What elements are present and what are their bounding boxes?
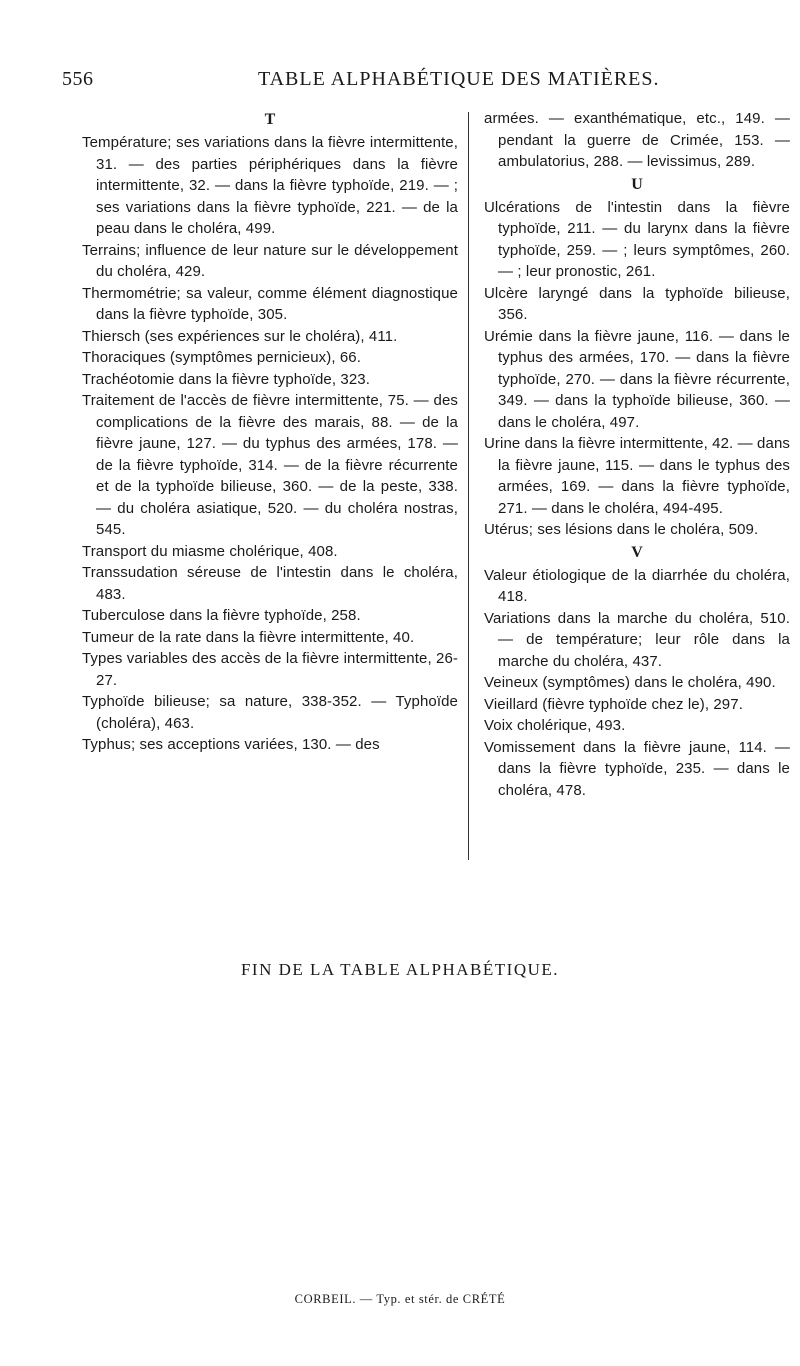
index-entry: Typhus; ses acceptions variées, 130. — des xyxy=(82,736,380,753)
index-entry: Thoraciques (symptômes pernicieux), 66. xyxy=(82,349,362,366)
index-entry: Vieillard (fièvre typhoïde chez le), 297. xyxy=(484,695,743,713)
end-of-table-text: FIN DE LA TABLE ALPHABÉTIQUE. xyxy=(240,960,560,979)
index-entry: Traitement de l'accès de fièvre intermittente, 75. — des complications de la fièvre des marais, 88. — de la fièvre jaune, 127. — du typhus des armées, 178. — de la fièvre typhoïde, 314. — de la fièvre récurrente et de la typhoïde bilieuse, 360. — de la peste, 338. — du choléra asiatique, 520. — du choléra nostras, 545. xyxy=(82,392,458,538)
section-letter-u: U xyxy=(631,175,643,193)
index-entry: Valeur étiologique de la diarrhée du choléra, 418. xyxy=(484,566,790,605)
index-entry: Urémie dans la fièvre jaune, 116. — dans le typhus des armées, 170. — dans la fièvre typhoïde, 270. — dans la fièvre récurrente, 349. — dans la typhoïde bilieuse, 360. — dans le choléra, 497. xyxy=(484,327,790,431)
index-entry: Transport du miasme cholérique, 408. xyxy=(82,542,338,560)
index-entry: Ulcérations de l'intestin dans la fièvre typhoïde, 211. — du larynx dans la fièvre typhoïde, 259. — ; leurs symptômes, 260. — ; leur pronostic, 261. xyxy=(484,198,790,280)
index-column-left xyxy=(82,108,458,756)
index-entry: Urine dans la fièvre intermittente, 42. — dans la fièvre jaune, 115. — dans le typhus des armées, 169. — dans la fièvre typhoïde, 271. — dans le choléra, 494-495. xyxy=(484,435,790,517)
page-number: 556 xyxy=(62,68,94,90)
index-entry: Tumeur de la rate dans la fièvre intermittente, 40. xyxy=(82,628,415,646)
index-entry: Vomissement dans la fièvre jaune, 114. — dans la fièvre typhoïde, 235. — dans le choléra, 478. xyxy=(484,738,790,799)
printer-imprint: CORBEIL. — Typ. et stér. de CRÉTÉ xyxy=(294,1292,506,1306)
section-letter-t: T xyxy=(264,111,276,128)
index-entry: Utérus; ses lésions dans le choléra, 509. xyxy=(484,521,759,538)
index-entry: Thiersch (ses expériences sur le choléra), 411. xyxy=(82,327,398,345)
index-entry: Tuberculose dans la fièvre typhoïde, 258. xyxy=(82,607,361,624)
index-entry: Types variables des accès de la fièvre intermittente, 26-27. xyxy=(82,650,458,689)
index-entry: Typhoïde bilieuse; sa nature, 338-352. — Typhoïde (choléra), 463. xyxy=(82,693,458,732)
section-letter-v: V xyxy=(631,543,643,561)
index-entry: Thermométrie; sa valeur, comme élément diagnostique dans la fièvre typhoïde, 305. xyxy=(82,284,458,323)
index-entry: Voix cholérique, 493. xyxy=(484,717,626,734)
running-header xyxy=(62,68,742,94)
index-entry: Température; ses variations dans la fièvre intermittente, 31. — des parties périphériques dans la fièvre intermittente, 32. — dans la fièvre typhoïde, 219. — ; ses variations dans la fièvre typhoïde, 221. — de la peau dans le choléra, 499. xyxy=(82,134,458,237)
index-column-right xyxy=(484,108,790,801)
index-entry: Transsudation séreuse de l'intestin dans le choléra, 483. xyxy=(82,564,458,603)
index-entry: Veineux (symptômes) dans le choléra, 490. xyxy=(484,674,776,691)
running-title: TABLE ALPHABÉTIQUE DES MATIÈRES. xyxy=(258,68,660,90)
index-entry: Trachéotomie dans la fièvre typhoïde, 323. xyxy=(82,370,370,388)
column-divider xyxy=(468,112,469,860)
index-entry: Variations dans la marche du choléra, 510. — de température; leur rôle dans la marche du choléra, 437. xyxy=(484,609,790,670)
index-entry-continuation: armées. — exanthématique, etc., 149. — pendant la guerre de Crimée, 153. — ambulatorius, 288. — levissimus, 289. xyxy=(484,110,790,170)
index-entry: Ulcère laryngé dans la typhoïde bilieuse, 356. xyxy=(484,284,790,323)
index-entry: Terrains; influence de leur nature sur le développement du choléra, 429. xyxy=(82,241,458,280)
